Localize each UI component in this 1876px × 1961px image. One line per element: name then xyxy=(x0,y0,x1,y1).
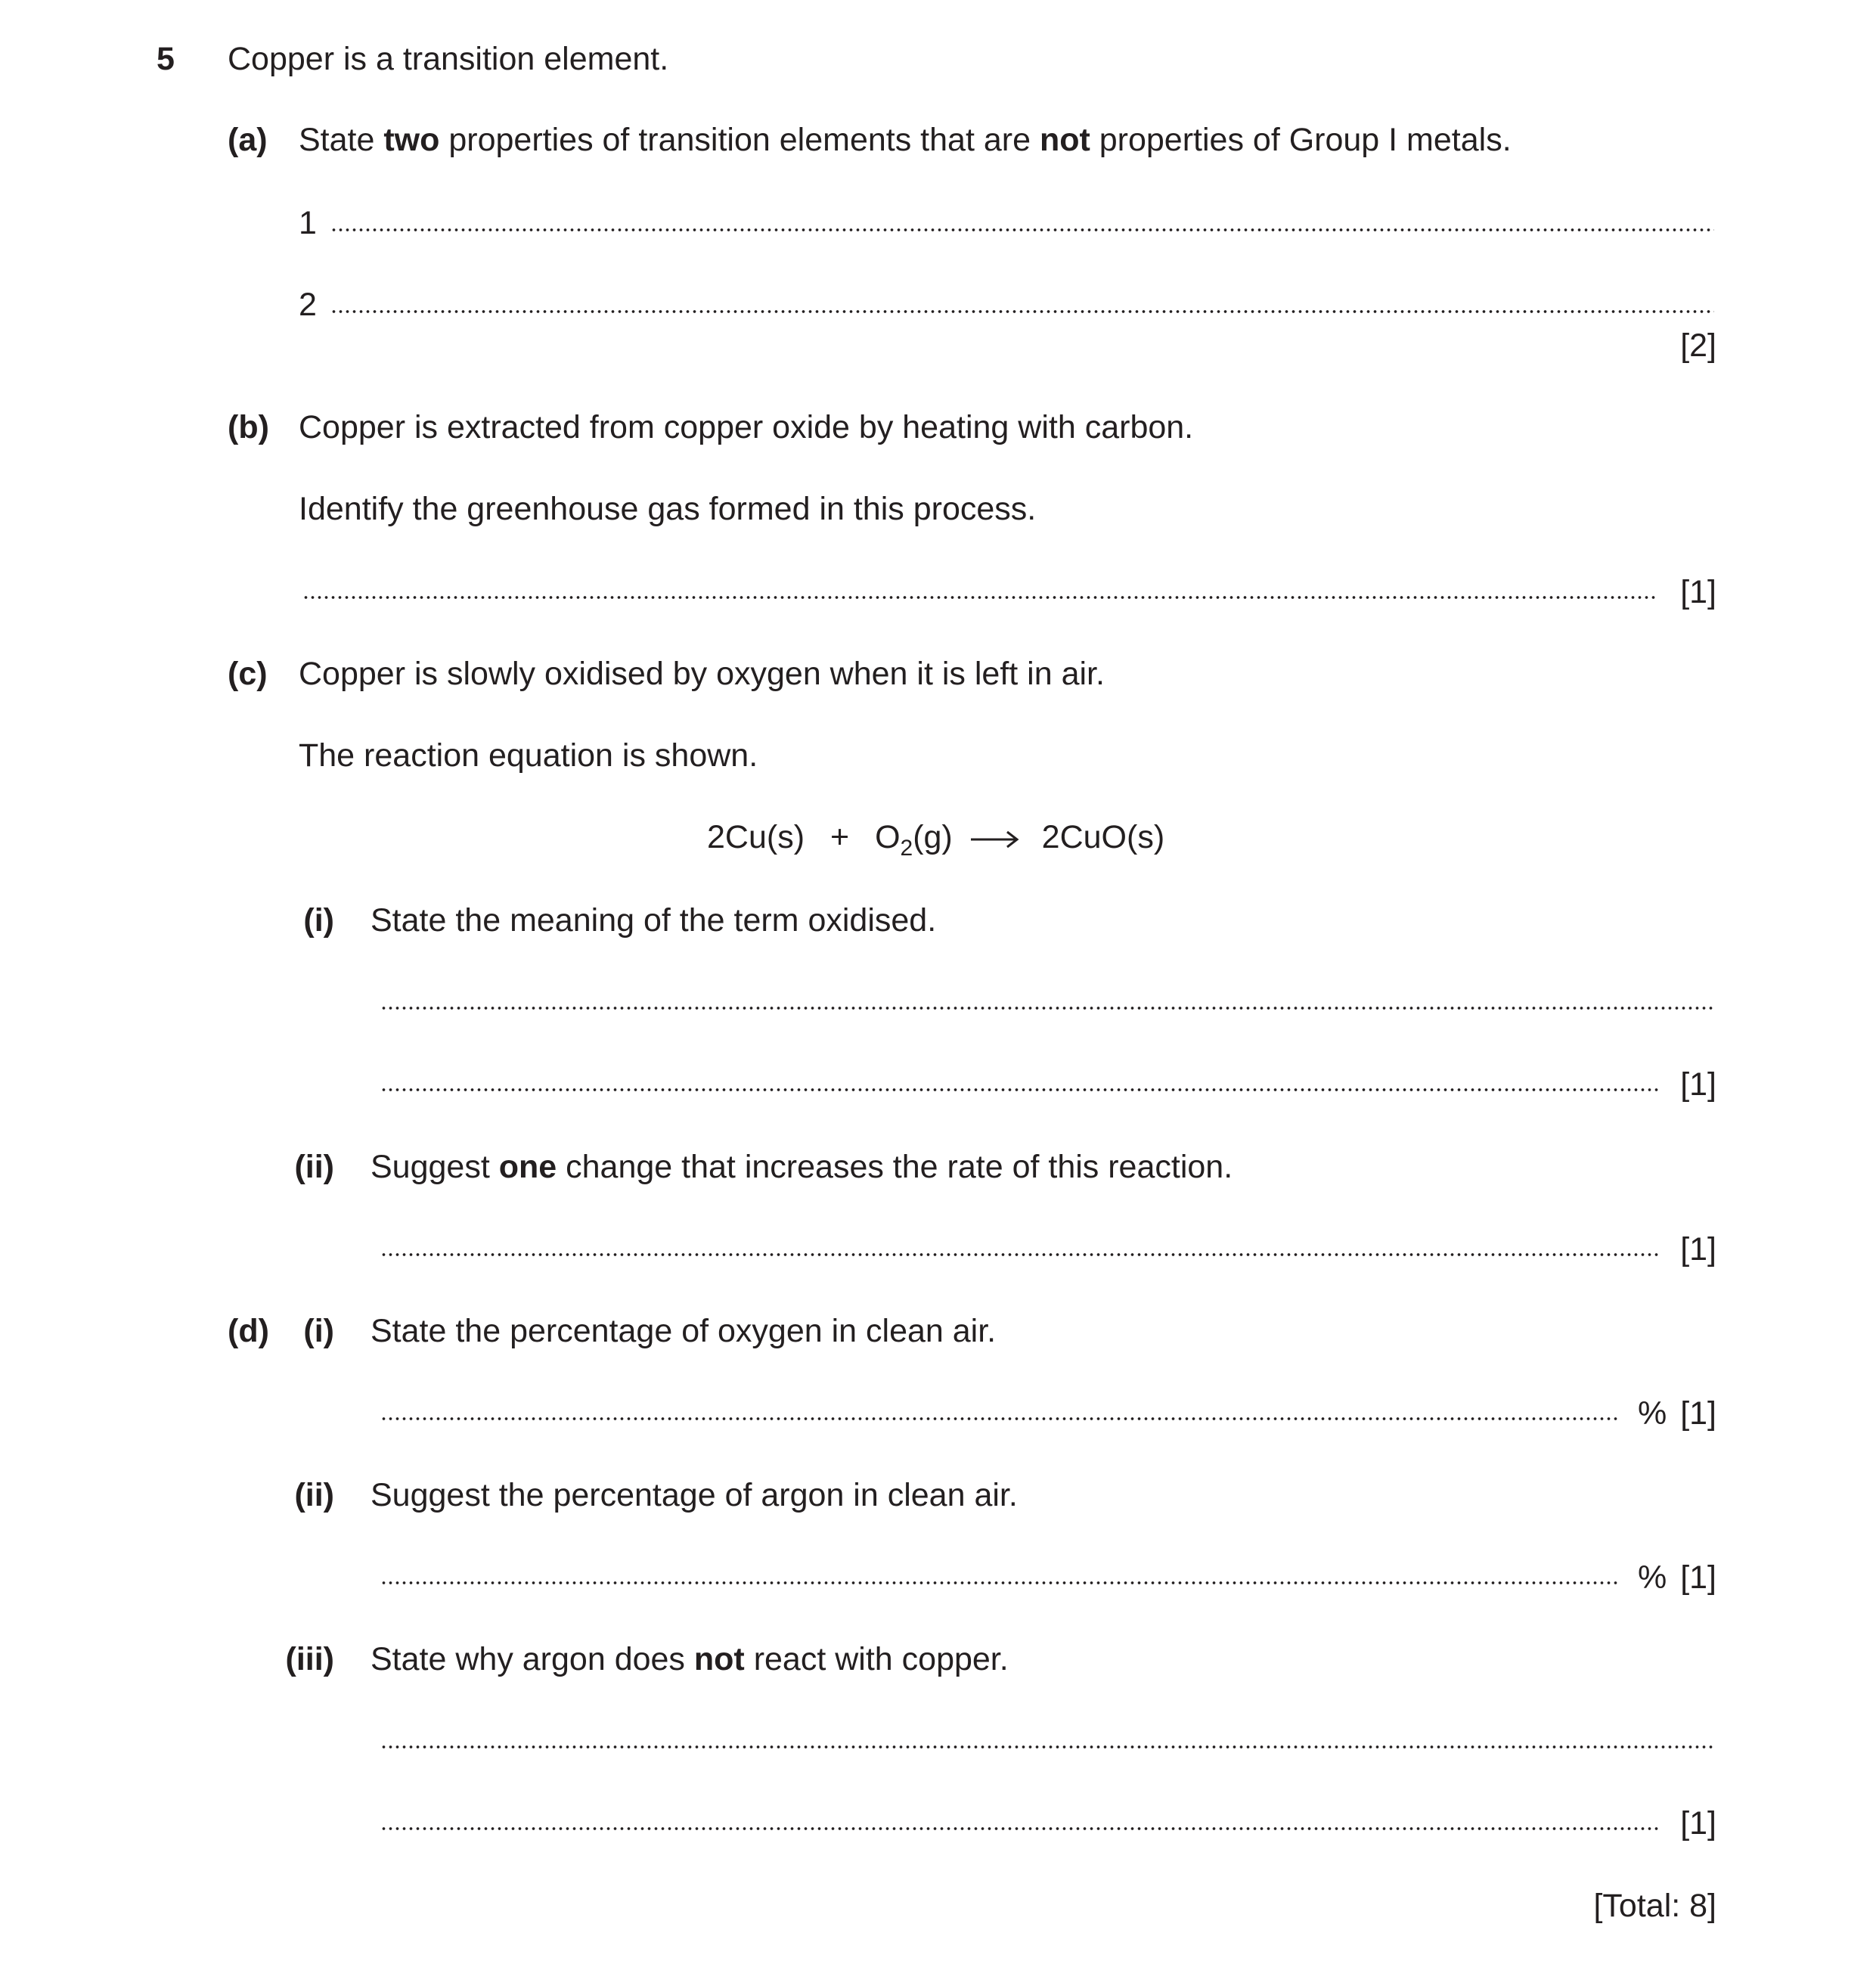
marks-c-ii: [1] xyxy=(1680,1231,1716,1268)
answer-line-number-2: 2 xyxy=(299,287,317,323)
reaction-arrow-icon xyxy=(971,830,1019,849)
equation-reactant-oxygen: $O_2(g)$ xyxy=(875,819,953,861)
marks-b: [1] xyxy=(1680,574,1716,610)
part-c-i-label: (i) xyxy=(303,902,334,939)
answer-line-d-i[interactable] xyxy=(380,1417,1620,1420)
part-d-label: (d) xyxy=(228,1313,269,1349)
equation-reactant-copper: 2Cu(s) xyxy=(707,819,805,855)
part-d-ii-text: Suggest the percentage of argon in clean air. xyxy=(371,1477,1018,1513)
part-d-i-label: (i) xyxy=(303,1313,334,1349)
part-d-iii-label: (iii) xyxy=(285,1641,334,1677)
part-d-i-text: State the percentage of oxygen in clean air. xyxy=(371,1313,997,1349)
part-c-i-text: State the meaning of the term oxidised. xyxy=(371,902,937,939)
answer-line-a2[interactable] xyxy=(330,310,1714,313)
marks-c-i: [1] xyxy=(1680,1066,1716,1103)
marks-d-iii: [1] xyxy=(1680,1805,1716,1842)
part-c-prompt: The reaction equation is shown. xyxy=(299,737,758,774)
part-b-stem: Copper is extracted from copper oxide by heating with carbon. xyxy=(299,409,1194,445)
total-marks: [Total: 8] xyxy=(1593,1888,1716,1924)
part-c-ii-label: (ii) xyxy=(294,1149,334,1185)
part-b-prompt: Identify the greenhouse gas formed in this process. xyxy=(299,491,1037,527)
part-b-label: (b) xyxy=(228,409,269,445)
part-c-label: (c) xyxy=(228,656,268,692)
marks-d-ii: [1] xyxy=(1680,1559,1716,1596)
marks-a: [2] xyxy=(1680,327,1716,364)
answer-line-a1[interactable] xyxy=(330,228,1714,231)
equation-product: 2CuO(s) xyxy=(1041,819,1165,855)
answer-line-c-i-2[interactable] xyxy=(380,1088,1658,1091)
equation-plus: + xyxy=(829,819,850,855)
part-a-stem: State two properties of transition elements that are not properties of Group I metals. xyxy=(299,122,1512,158)
part-c-ii-text: Suggest one change that increases the rate of this reaction. xyxy=(371,1149,1233,1185)
unit-percent-d-ii: % xyxy=(1638,1559,1667,1596)
answer-line-number-1: 1 xyxy=(299,205,317,241)
answer-line-b[interactable] xyxy=(302,596,1658,599)
part-c-stem: Copper is slowly oxidised by oxygen when it is left in air. xyxy=(299,656,1105,692)
question-number: 5 xyxy=(157,41,175,77)
answer-line-c-ii[interactable] xyxy=(380,1253,1658,1256)
answer-line-d-iii-2[interactable] xyxy=(380,1827,1658,1830)
part-d-iii-text: State why argon does not react with copper. xyxy=(371,1641,1009,1677)
question-intro: Copper is a transition element. xyxy=(228,41,669,77)
reaction-equation xyxy=(707,819,1165,861)
marks-d-i: [1] xyxy=(1680,1395,1716,1432)
answer-line-c-i-1[interactable] xyxy=(380,1007,1714,1010)
part-d-ii-label: (ii) xyxy=(294,1477,334,1513)
unit-percent-d-i: % xyxy=(1638,1395,1667,1432)
answer-line-d-ii[interactable] xyxy=(380,1581,1620,1584)
part-a-label: (a) xyxy=(228,122,268,158)
answer-line-d-iii-1[interactable] xyxy=(380,1745,1714,1748)
